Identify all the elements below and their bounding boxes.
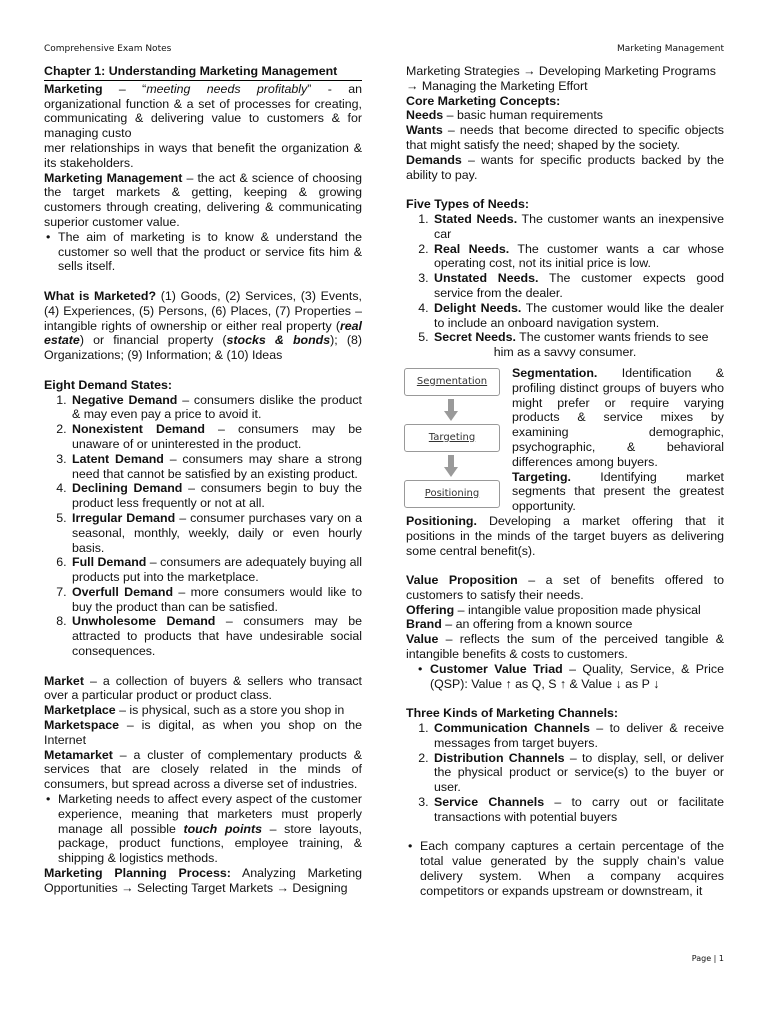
marketing-planning-process: Marketing Planning Process: Analyzing Marketing Opportunities → Selecting Target Markets → Designing — [44, 866, 362, 895]
marketing-planning-process-continued: Marketing Strategies → Developing Marketing Programs → Managing the Marketing Effort — [406, 64, 716, 93]
value-delivery-bullet: • Each company captures a certain percentage of the total value generated by the supply chain’s value delivery system. When a company acquires competitors or expands upstream or downstream, it — [420, 839, 724, 898]
channels-title: Three Kinds of Marketing Channels: — [406, 706, 619, 721]
eight-demand-states-title: Eight Demand States: — [44, 377, 173, 392]
touch-points-bullet: • Marketing needs to affect every aspect of the customer experience, meaning that marketers must properly manage all possible touch points – store layouts, package, product functions, employee training, & shipping & logistics methods. — [58, 792, 362, 866]
positioning-box: Positioning — [404, 480, 500, 508]
targeting-box: Targeting — [404, 424, 500, 452]
what-is-marketed: What is Marketed? (1) Goods, (2) Services, (3) Events, (4) Experiences, (5) Persons, (6) Places, (7) Properties – intangible rights of ownership or either real property (real estate) or financial property (stocks & bonds); (8) Organizations; (9) Information; & (10) Ideas — [44, 288, 362, 363]
header-left: Comprehensive Exam Notes — [44, 44, 172, 54]
list-item: 3. Service Channels – to carry out or facilitate transactions with potential buyers — [432, 795, 724, 825]
market-definition: Market – a collection of buyers & sellers who transact over a particular product or product class. — [44, 673, 362, 703]
five-types-title: Five Types of Needs: — [406, 197, 530, 212]
marketing-management-definition: Marketing Management – the act & science of choosing the target markets & getting, keeping & growing customers through creating, delivering & communicating superior customer value. — [44, 170, 363, 229]
aim-bullet-list — [44, 230, 362, 274]
cvt-bullet: • Customer Value Triad – Quality, Service, & Price (QSP): Value ↑ as Q, S ↑ & Value ↓ as P ↓ — [430, 662, 724, 692]
aim-bullet: • The aim of marketing is to know & understand the customer so well that the product or service fits him & sells itself. — [58, 230, 362, 274]
segmentation-box: Segmentation — [404, 368, 500, 396]
needs-types-list — [406, 212, 724, 345]
list-item: 3. Unstated Needs. The customer expects good service from the dealer. — [432, 271, 724, 301]
list-item: 1. Communication Channels – to deliver & receive messages from target buyers. — [432, 721, 724, 751]
page-number: Page | 1 — [691, 954, 724, 963]
right-column — [406, 64, 724, 899]
marketspace-definition: Marketspace – is digital, as when you shop on the Internet — [44, 718, 362, 747]
list-item: 4. Delight Needs. The customer would like the dealer to include an onboard navigation system. — [432, 301, 724, 331]
list-item: 1. Negative Demand – consumers dislike the product & may even pay a price to avoid it. — [70, 393, 362, 423]
positioning-definition: Positioning. Developing a market offering that it positions in the minds of the target buyers as delivering some central benefit(s). — [406, 513, 724, 558]
chapter-title: Chapter 1: Understanding Marketing Management — [44, 64, 362, 81]
list-item: 2. Real Needs. The customer wants a car whose operating cost, not its initial price is low. — [432, 242, 724, 272]
down-arrow-icon — [404, 396, 498, 424]
list-item: 1. Stated Needs. The customer wants an inexpensive car — [432, 212, 724, 242]
left-column — [44, 64, 362, 896]
cvt-bullet-list — [406, 662, 724, 692]
targeting-definition: Targeting. Identifying market segments that present the greatest opportunity. — [512, 469, 724, 514]
list-item: 2. Distribution Channels – to display, sell, or deliver the physical product or service(s) to the buyer or user. — [432, 751, 724, 795]
core-concepts-title: Core Marketing Concepts: — [406, 93, 561, 108]
list-item: 5. Irregular Demand – consumer purchases vary on a seasonal, monthly, weekly, daily or even hourly basis. — [70, 511, 362, 555]
value-definition: Value – reflects the sum of the perceived tangible & intangible benefits & costs to customers. — [406, 632, 724, 662]
list-item: 3. Latent Demand – consumers may share a strong need that cannot be satisfied by an existing product. — [70, 452, 362, 482]
channels-list — [406, 721, 724, 825]
down-arrow-icon — [404, 452, 498, 480]
list-item: 7. Overfull Demand – more consumers would like to buy the product than can be satisfied. — [70, 585, 362, 615]
list-item: 8. Unwholesome Demand – consumers may be attracted to products that have undesirable social consequences. — [70, 614, 362, 658]
marketing-definition: Marketing – “meeting needs profitably” - an organizational function & a set of processes for creating, communicating & delivering value to customers & for managing custo mer relationships in ways that benefit the organization & its stakeholders. — [44, 81, 362, 170]
header-right: Marketing Management — [616, 44, 724, 54]
list-item: 2. Nonexistent Demand – consumers may be unaware of or uninterested in the product. — [70, 422, 362, 452]
value-delivery-bullet-list — [406, 839, 724, 898]
touch-points-bullet-list — [44, 792, 362, 866]
brand-definition: Brand – an offering from a known source — [406, 617, 633, 632]
needs-definition: Needs – basic human requirements — [406, 108, 603, 123]
secret-needs-continued: him as a savvy consumer. — [493, 345, 637, 360]
stp-diagram — [404, 368, 508, 508]
demands-definition: Demands – wants for specific products backed by the ability to pay. — [406, 152, 724, 182]
wants-definition: Wants – needs that become directed to specific objects that might satisfy the need; shaped by the society. — [406, 123, 724, 152]
metamarket-definition: Metamarket – a cluster of complementary products & services that are closely related in the minds of consumers, but spread across a diverse set of industries. — [44, 747, 362, 792]
list-item: 5. Secret Needs. The customer wants friends to see — [432, 330, 724, 345]
demand-states-list — [44, 393, 362, 659]
segmentation-definition: Segmentation. Identification & profiling distinct groups of buyers who might prefer or require varying products & service mixes by examining demographic, psychographic, & behavioral differences among buyers. — [512, 365, 724, 469]
value-proposition-definition: Value Proposition – a set of benefits offered to customers to satisfy their needs. — [406, 573, 724, 602]
offering-definition: Offering – intangible value proposition made physical — [406, 602, 701, 617]
marketplace-definition: Marketplace – is physical, such as a store you shop in — [44, 703, 345, 718]
list-item: 4. Declining Demand – consumers begin to buy the product less frequently or not at all. — [70, 481, 362, 511]
list-item: 6. Full Demand – consumers are adequately buying all products put into the marketplace. — [70, 555, 362, 585]
